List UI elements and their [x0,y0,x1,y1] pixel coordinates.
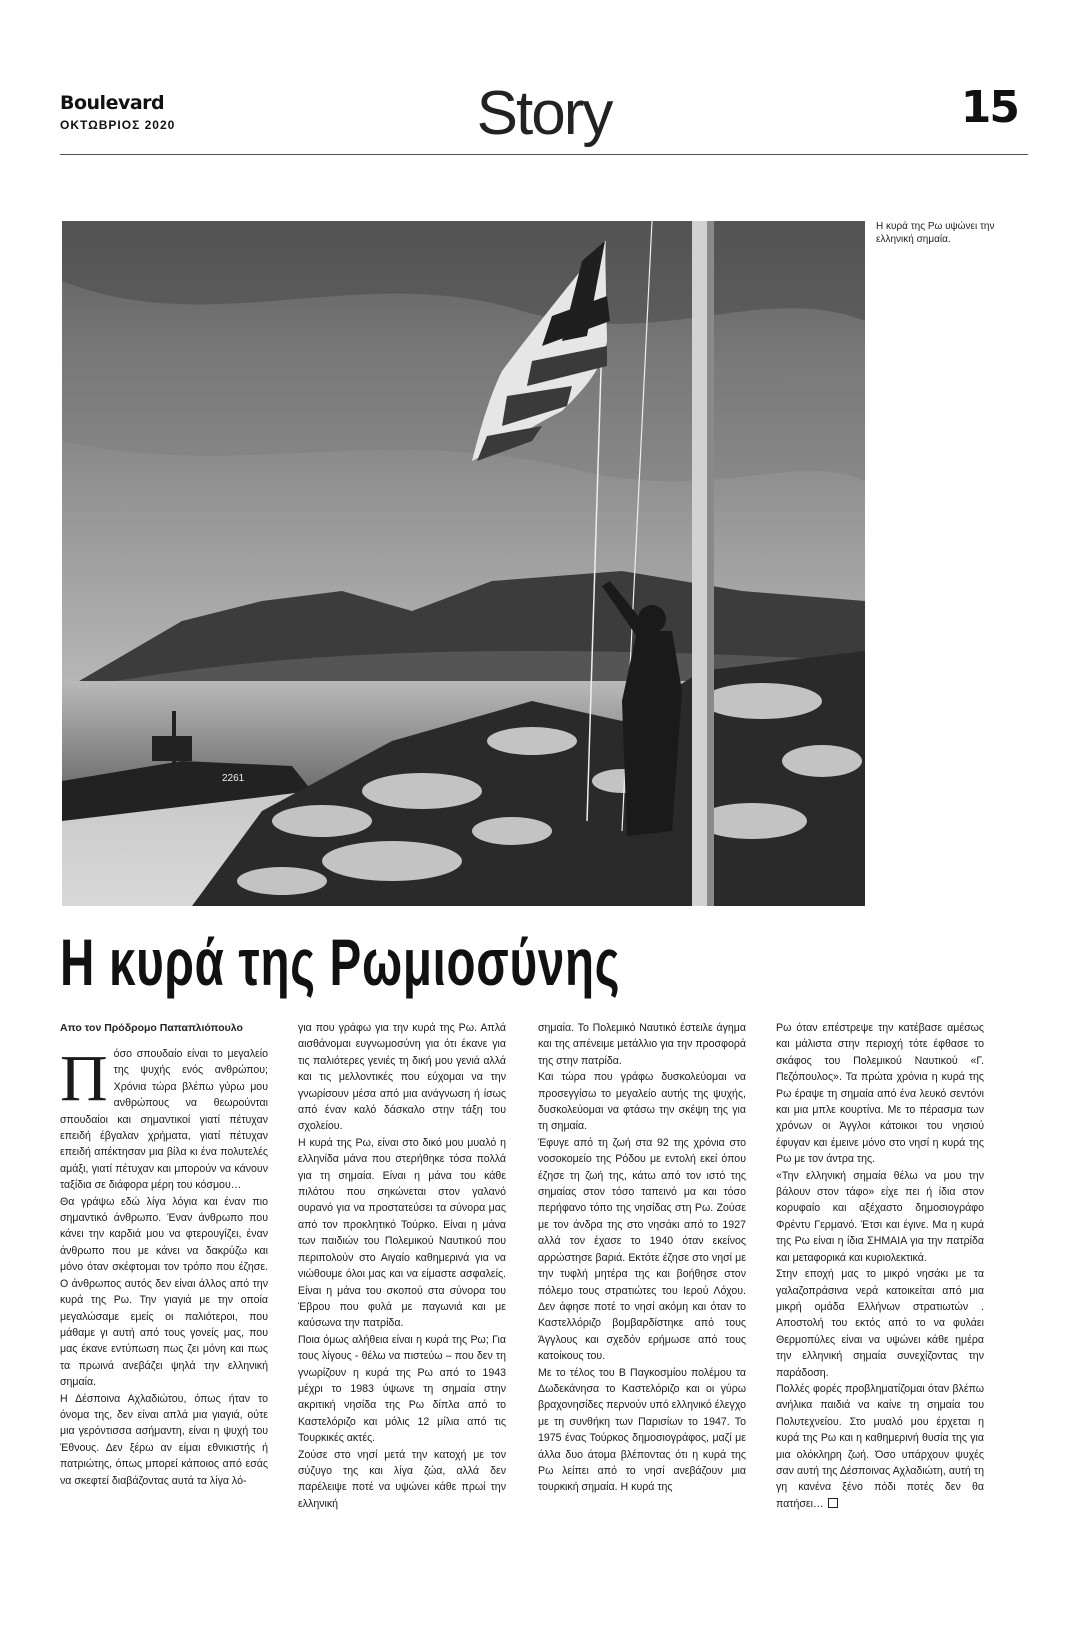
paragraph: Και τώρα που γράφω δυσκολεύομαι να προσεγγίσω το μεγαλείο αυτής της ψυχής, δυσκολεύομαι να φτάσω την σκέψη της για τη σημαία. [538,1071,746,1133]
article-title: Η κυρά της Ρωμιοσύνης [60,925,621,999]
issue-date: ΟΚΤΩΒΡΙΟΣ 2020 [60,118,176,132]
paragraph: Η κυρά της Ρω, είναι στο δικό μου μυαλό η ελληνίδα μάνα που στερήθηκε τόσα πολλά για τη σημαία. Είναι η μάνα του κάθε πιλότου που σηκώνεται στον γαλανό ουρανό για να προστατεύσει τα σύνορα μας από τον προκλητικό Τούρκο. Είναι η μάνα των παιδιών του Πολεμικού Ναυτικού που περιπολούν στο Αιγαίο καθημερινά για να νιώθουμε όλοι μας και να είμαστε ασφαλείς. Είναι η μάνα του σκοπού στα σύνορα του Έβρου που φυλά με παγωνιά και με καύσωνα την πατρίδα. [298,1136,506,1330]
paragraph: σημαία. Το Πολεμικό Ναυτικό έστειλε άγημα και της απένειμε μετάλλιο για την προσφορά της στην πατρίδα. [538,1022,746,1067]
photo-caption: Η κυρά της Ρω υψώνει την ελληνική σημαία. [876,221,995,245]
article-column-1 [60,1042,268,1489]
paragraph: Η Δέσποινα Αχλαδιώτου, όπως ήταν το όνομα της, δεν είναι απλά μια γιαγιά, ούτε μια γερόντισσα ασήμαντη, είναι η ψυχή του Έθνους. Δεν ξέρω αν είμαι εθνικιστής ή πατριώτης, όπως μπορεί κάποιος από εσάς να σκεφτεί διαβάζοντας αυτά τα λίγα λό- [60,1392,268,1487]
header-rule [60,154,1028,155]
page-number: 15 [960,82,1018,133]
article-column-3 [538,1020,746,1496]
boat-number: 2261 [222,773,245,784]
drop-cap: Π [60,1042,108,1115]
paragraph: Με το τέλος του Β Παγκοσμίου πολέμου τα Δωδεκάνησα το Καστελόριζο και οι γύρω βραχονησίδες περνούν υπό ελληνικό έλεγχο με τη συνθήκη των Παρισίων το 1947. Το 1975 ένας Τούρκος δημοσιογράφος, μαζί με άλλα δυο άτομα βλέποντας ότι η κυρά της Ρω λείπει από το νησί ανεβάζουν μια τουρκική σημαία. Η κυρά της [538,1366,746,1494]
paragraph: Ρω όταν επέστρεψε την κατέβασε αμέσως και μάλιστα στην περιοχή τότε έφθασε το σκάφος του Πολεμικού Ναυτικού «Γ. Πεζόπουλος». Τα πρώτα χρόνια η κυρά της Ρω έραψε τη σημαία από ένα λευκό σεντόνι και μια μπλε κουρτίνα. Με το πέρασμα των χρόνων οι Άγγλοι κάτοικοι του νησιού έφυγαν και έμεινε μόνο στο νησί η κυρά της Ρω με τον άντρα της. [776,1022,984,1166]
paragraph-text: Πολλές φορές προβληματίζομαι όταν βλέπω ανήλικα παιδιά να καίνε τη σημαία του Πολυτεχνείου. Στο μυαλό μου έρχεται η κυρά της Ρω και η καθημερινή θυσία της για μια ολόκληρη ζωή. Όσο υπάρχουν ψυχές σαν αυτή της Δέσποινας Αχλαδιώτη, αυτή τη γη κανένα ξένο πόδι ποτές δεν θα πατήσει… [776,1382,984,1510]
paragraph: Ζούσε στο νησί μετά την κατοχή με τον σύζυγο της και λίγα ζώα, αλλά δεν παρέλειψε ποτέ να υψώνει κάθε πρωί την ελληνική [298,1448,506,1510]
paragraph: Στην εποχή μας το μικρό νησάκι με τα γαλαζοπράσινα νερά κατοικείται από μια μικρή ομάδα Ελλήνων στρατιωτών . Αποστολή του εκτός από το να φυλάει Θερμοπύλες είναι να υψώνει κάθε ημέρα την ελληνική σημαία συνεχίζοντας την παράδοση. [776,1268,984,1379]
byline: Απο τον Πρόδρομο Παπαπλιόπουλο [60,1022,243,1034]
article-photo [62,221,865,906]
article-column-2 [298,1020,506,1512]
page-header [60,79,1028,154]
paragraph: Ποια όμως αλήθεια είναι η κυρά της Ρω; Για τους λίγους - θέλω να πιστεύω – που δεν τη γνωρίζουν η κυρά της Ρω από το 1943 μέχρι το 1983 ύψωνε τη σημαία στην ακριτική νησίδα της Ρω δίπλα από το Καστελόριζο και μόλις 12 μίλια από τις Τουρκικές ακτές. [298,1333,506,1445]
brand-logo: Boulevard [60,92,165,114]
article-column-4 [776,1020,984,1512]
flag-raising-photo [62,221,865,906]
paragraph: για που γράφω για την κυρά της Ρω. Απλά αισθάνομαι ευγνωμοσύνη για ότι έκανε για τις παλιότερες γενιές τη δική μου γενιά αλλά και τις μελλοντικές που εύχομαι να την γνωρίσουν μέσα από μια ανάγνωση ή ίσως από έναν καλό δάσκαλο στην τάξη του σχολείου. [298,1022,506,1133]
paragraph: όσο σπουδαίο είναι το μεγαλείο της ψυχής ενός ανθρώπου; Χρόνια τώρα βλέπω γύρω μου ανθρώπους να θεωρούνται σπουδαίοι και σημαντικοί γιατί πέτυχαν επειδή έβγαλαν χρήματα, γιατί πέτυχαν επειδή απέκτησαν μια βίλα κι ένα πολυτελές αμάξι, γιατί πέτυχαν και μπορούν να κάνουν ταξίδια σε διάφορα μέρη του κόσμου… [60,1048,268,1192]
paragraph: Θα γράψω εδώ λίγα λόγια και έναν πιο σημαντικό άνθρωπο. Έναν άνθρωπο που κάνει την καρδιά μου να φτερουγίζει, έναν άνθρωπο που με κάνει να δακρύζω και μόνο όταν σκέφτομαι τον τρόπο που έζησε. Ο άνθρωπος αυτός δεν είναι άλλος από την κυρά της Ρω. Την γιαγιά με την οποία μεγαλώσαμε εμείς οι παλιότεροι, που μάθαμε γι αυτή από τους γονείς μας, που μας έκανε εντύπωση πως ζει μόνη και πως τα πρωινά ανεβάζει ψηλά την ελληνική σημαία. [60,1195,268,1389]
paragraph: Έφυγε από τη ζωή στα 92 της χρόνια στο νοσοκομείο της Ρόδου με εντολή εκεί όπου έζησε τη ζωή της, κάτω από τον ιστό της σημαίας στον τόσο ταπεινό μα και τόσο περήφανο τόπο της νησίδας στη Ρω. Ζούσε με τον άνδρα της στο νησάκι από το 1927 αλλά τον έχασε το 1940 όταν εκείνος αρρώστησε βαριά. Εκτότε έζησε στο νησί με την τυφλή μητέρα της και βοήθησε στον πόλεμο τους στρατιώτες του Ιερού Λόχου. Δεν άφησε ποτέ το νησί ακόμη και όταν το Καστελλόριζο βομβαρδίστηκε από τους Άγγλους και σχεδόν ερήμωσε από τους κατοίκους του. [538,1136,746,1363]
paragraph [776,1381,984,1512]
end-of-article-icon [828,1498,838,1508]
paragraph: «Την ελληνική σημαία θέλω να μου την βάλουν στον τάφο» είχε πει ή ίδια στον κορυφαίο και αξέχαστο δημοσιογράφο Φρέντυ Γερμανό. Έτσι και έγινε. Μα η κυρά της Ρω είναι η ίδια ΣΗΜΑΙΑ για την πατρίδα και μεταφορικά και κυριολεκτικά. [776,1169,984,1264]
section-title: Story [476,79,612,148]
